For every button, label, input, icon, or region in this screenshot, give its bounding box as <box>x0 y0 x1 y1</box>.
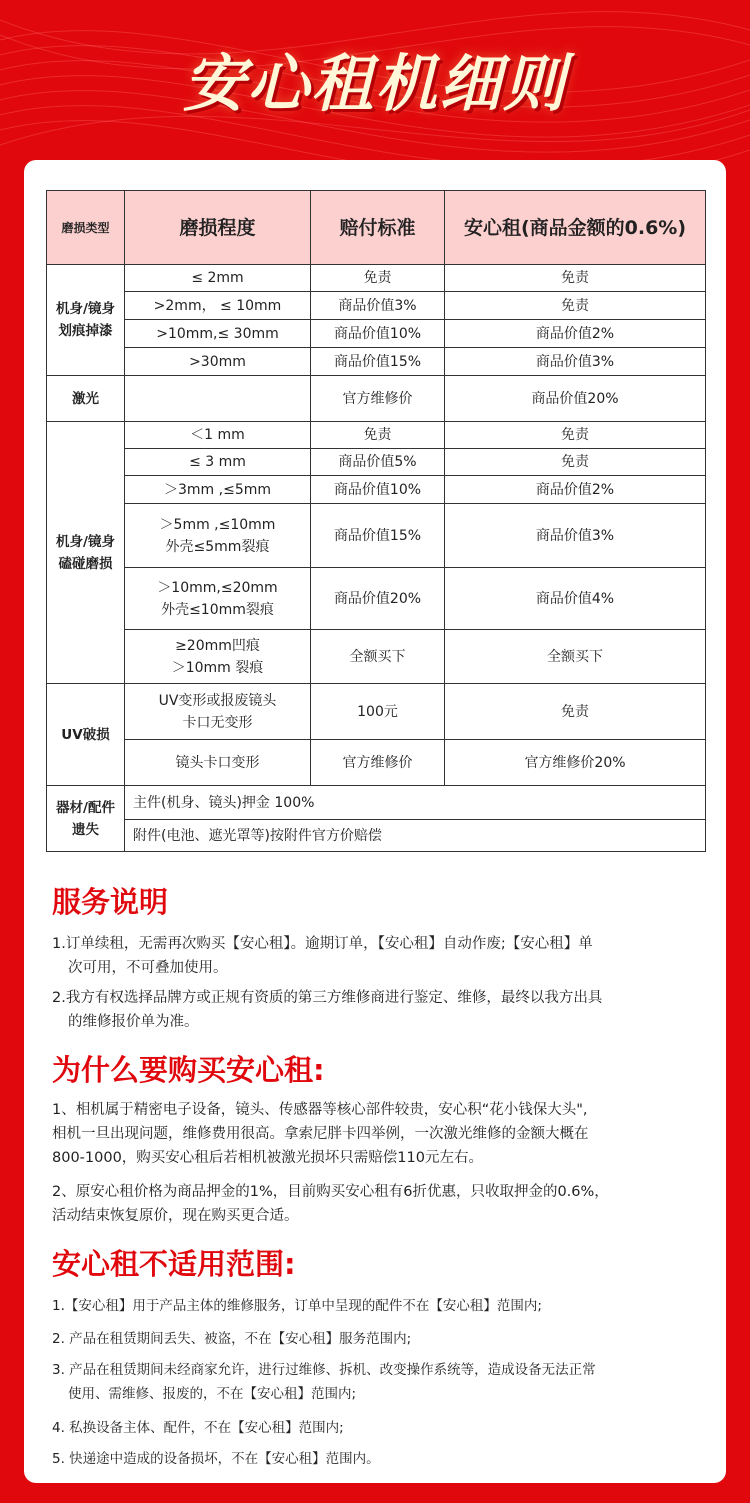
type-cell: 激光 <box>47 376 125 422</box>
why-heading: 为什么要购买安心租: <box>52 1053 325 1087</box>
table-row <box>47 422 706 449</box>
compensation-cell: 官方维修价 <box>311 376 445 422</box>
header-cell: 磨损类型 <box>47 191 125 265</box>
degree-cell: ≤ 3 mm <box>125 449 311 476</box>
compensation-cell: 商品价值10% <box>311 320 445 348</box>
anxin-cell: 免责 <box>445 265 706 292</box>
anxin-cell: 免责 <box>445 449 706 476</box>
compensation-cell: 商品价值10% <box>311 476 445 504</box>
table-header-row <box>47 191 706 265</box>
anxin-cell: 全额买下 <box>445 630 706 684</box>
compensation-cell: 商品价值5% <box>311 449 445 476</box>
page-title: 安心租机细则 <box>182 47 567 120</box>
table-row <box>47 449 706 476</box>
scope-item: 4. 私换设备主体、配件，不在【安心租】范围内; <box>52 1420 344 1436</box>
scope-item: 1.【安心租】用于产品主体的维修服务，订单中呈现的配件不在【安心租】范围内; <box>52 1298 542 1314</box>
degree-cell: 镜头卡口变形 <box>125 740 311 786</box>
degree-cell: >2mm， ≤ 10mm <box>125 292 311 320</box>
compensation-cell: 免责 <box>311 422 445 449</box>
degree-cell: >30mm <box>125 348 311 376</box>
anxin-cell: 商品价值2% <box>445 320 706 348</box>
anxin-cell: 免责 <box>445 684 706 740</box>
degree-cell <box>125 376 311 422</box>
header-cell: 安心租(商品金额的0.6%) <box>445 191 706 265</box>
service-item: 2.我方有权选择品牌方或正规有资质的第三方维修商进行鉴定、维修，最终以我方出具 的维修报价单为准。 <box>52 990 603 1030</box>
table-row <box>47 568 706 630</box>
content-card <box>24 160 726 1483</box>
compensation-cell: 商品价值20% <box>311 568 445 630</box>
table-row <box>47 684 706 740</box>
table-row <box>47 740 706 786</box>
table-row <box>47 320 706 348</box>
table-row <box>47 630 706 684</box>
anxin-cell: 免责 <box>445 422 706 449</box>
table-row <box>47 504 706 568</box>
why-paragraph: 1、相机属于精密电子设备，镜头、传感器等核心部件较贵，安心积“花小钱保大头", 相机一旦出现问题，维修费用很高。拿索尼胖卡四举例，一次激光维修的金额大概在 800-1000，购买安心租后若相机被激光损坏只需赔偿110元左右。 <box>52 1102 589 1166</box>
compensation-cell: 全额买下 <box>311 630 445 684</box>
degree-cell: ＜1 mm <box>125 422 311 449</box>
compensation-cell: 100元 <box>311 684 445 740</box>
type-cell: 机身/镜身 划痕掉漆 <box>47 265 125 376</box>
degree-cell: ＞3mm ,≤5mm <box>125 476 311 504</box>
anxin-cell: 免责 <box>445 292 706 320</box>
accessory-cell: 附件(电池、遮光罩等)按附件官方价赔偿 <box>125 820 706 852</box>
scope-heading: 安心租不适用范围: <box>52 1247 296 1281</box>
anxin-cell: 商品价值20% <box>445 376 706 422</box>
anxin-cell: 商品价值2% <box>445 476 706 504</box>
anxin-cell: 商品价值3% <box>445 348 706 376</box>
scope-item: 2. 产品在租赁期间丢失、被盗，不在【安心租】服务范围内; <box>52 1331 412 1347</box>
compensation-cell: 商品价值3% <box>311 292 445 320</box>
compensation-cell: 官方维修价 <box>311 740 445 786</box>
compensation-cell: 商品价值15% <box>311 348 445 376</box>
anxin-cell: 商品价值4% <box>445 568 706 630</box>
anxin-cell: 商品价值3% <box>445 504 706 568</box>
service-heading: 服务说明 <box>52 885 169 919</box>
degree-cell: ＞5mm ,≤10mm 外壳≤5mm裂痕 <box>125 504 311 568</box>
compensation-cell: 免责 <box>311 265 445 292</box>
type-cell: 机身/镜身 磕碰磨损 <box>47 422 125 684</box>
table-row <box>47 376 706 422</box>
compensation-cell: 商品价值15% <box>311 504 445 568</box>
header-cell: 赔付标准 <box>311 191 445 265</box>
type-cell: 器材/配件 遗失 <box>47 786 125 852</box>
degree-cell: ≥20mm凹痕 ＞10mm 裂痕 <box>125 630 311 684</box>
table-row <box>47 348 706 376</box>
header-cell: 磨损程度 <box>125 191 311 265</box>
degree-cell: >10mm,≤ 30mm <box>125 320 311 348</box>
degree-cell: UV变形或报废镜头 卡口无变形 <box>125 684 311 740</box>
scope-item: 3. 产品在租赁期间未经商家允许，进行过维修、拆机、改变操作系统等，造成设备无法正常 使用、需维修、报废的，不在【安心租】范围内; <box>52 1362 596 1402</box>
table-row <box>47 786 706 820</box>
why-paragraph: 2、原安心租价格为商品押金的1%，目前购买安心租有6折优惠，只收取押金的0.6%， 活动结束恢复原价，现在购买更合适。 <box>52 1184 609 1224</box>
service-item: 1.订单续租，无需再次购买【安心租】。逾期订单，【安心租】自动作废;【安心租】单 次可用，不可叠加使用。 <box>52 936 593 976</box>
degree-cell: ＞10mm,≤20mm 外壳≤10mm裂痕 <box>125 568 311 630</box>
degree-cell: ≤ 2mm <box>125 265 311 292</box>
table-row <box>47 265 706 292</box>
anxin-cell: 官方维修价20% <box>445 740 706 786</box>
rules-table <box>46 190 706 852</box>
type-cell: UV破损 <box>47 684 125 786</box>
table-row <box>47 292 706 320</box>
accessory-cell: 主件(机身、镜头)押金 100% <box>125 786 706 820</box>
scope-item: 5. 快递途中造成的设备损坏，不在【安心租】范围内。 <box>52 1451 380 1467</box>
table-row <box>47 820 706 852</box>
table-row <box>47 476 706 504</box>
